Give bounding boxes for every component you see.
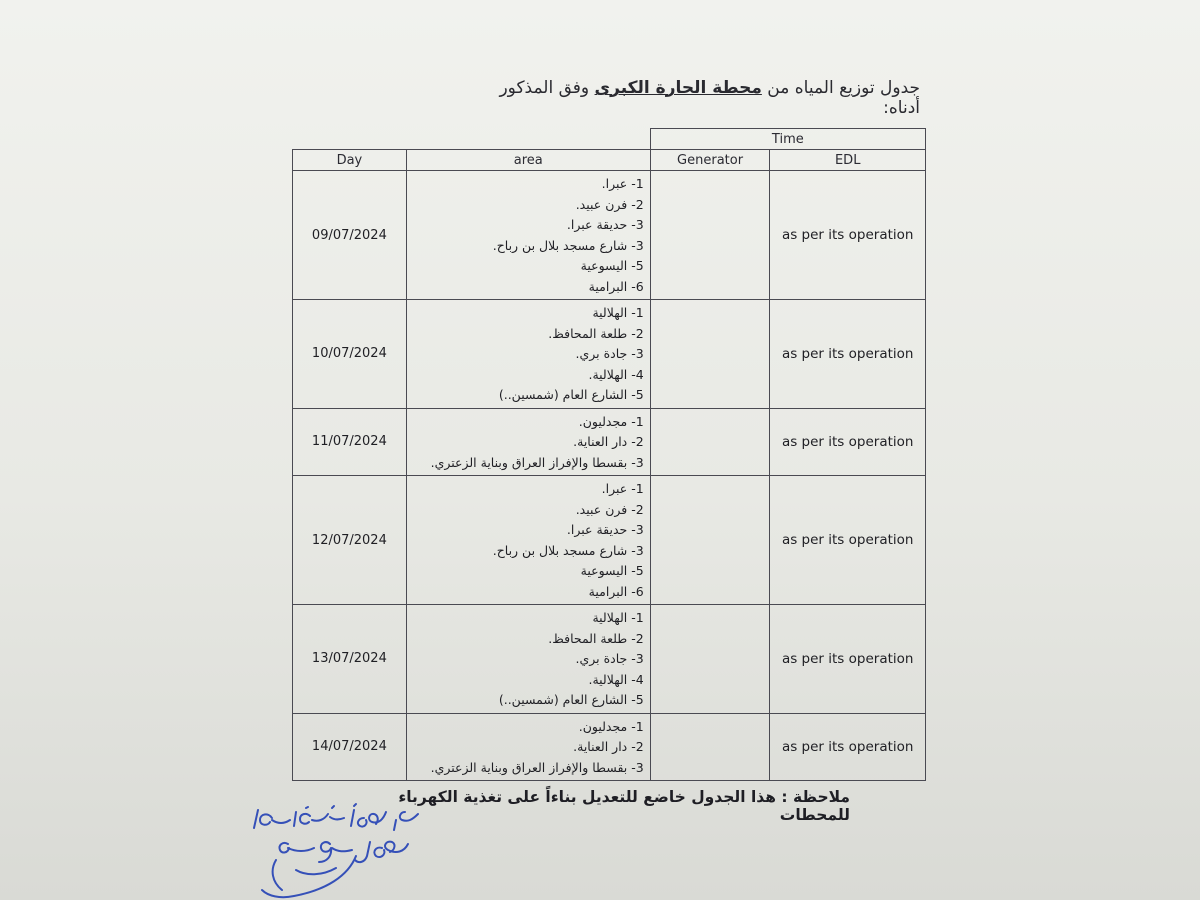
area-item: 5- الشارع العام (شمسين..) <box>498 692 644 707</box>
area-item: 3- جادة بري. <box>575 651 644 666</box>
header-edl: EDL <box>770 150 926 171</box>
day-cell: 11/07/2024 <box>293 408 407 476</box>
generator-cell <box>650 300 770 409</box>
heading-station-name: محطة الحارة الكبرى <box>594 78 762 98</box>
area-cell <box>406 300 650 409</box>
edl-cell: as per its operation <box>770 476 926 605</box>
area-item: 1- الهلالية <box>592 610 644 625</box>
header-generator: Generator <box>650 150 770 171</box>
document-heading <box>480 78 920 118</box>
area-item: 2- دار العناية. <box>573 434 644 449</box>
header-spacer <box>293 129 651 150</box>
distribution-schedule-table <box>292 128 926 781</box>
area-item: 6- البرامية <box>588 278 644 294</box>
table-row <box>293 605 926 714</box>
header-day: Day <box>293 150 407 171</box>
area-cell <box>406 408 650 476</box>
area-item: 1- مجدليون. <box>578 718 644 734</box>
handwritten-signature <box>236 800 436 900</box>
table-row <box>293 171 926 300</box>
area-item: 6- البرامية <box>588 583 644 599</box>
table-row <box>293 300 926 409</box>
area-item: 2- طلعة المحافظ. <box>548 630 644 646</box>
area-item: 4- الهلالية. <box>588 366 644 382</box>
area-item: 2- فرن عبيد. <box>575 196 644 212</box>
area-item: 3- بقسطا والإفراز العراق وبناية الزعتري. <box>430 454 644 470</box>
area-cell <box>406 171 650 300</box>
area-cell <box>406 713 650 781</box>
footnote: ملاحظة : هذا الجدول خاضع للتعديل بناءاً على تغذية الكهرباء للمحطات <box>398 788 850 824</box>
generator-cell <box>650 713 770 781</box>
area-item: 3- بقسطا والإفراز العراق وبناية الزعتري. <box>430 759 644 775</box>
area-item: 1- مجدليون. <box>578 413 644 429</box>
area-item: 1- عبرا. <box>601 481 644 496</box>
day-cell: 12/07/2024 <box>293 476 407 605</box>
day-cell: 09/07/2024 <box>293 171 407 300</box>
day-cell: 14/07/2024 <box>293 713 407 781</box>
table-row <box>293 476 926 605</box>
heading-prefix: جدول توزيع المياه من <box>767 78 920 98</box>
area-item: 2- دار العناية. <box>573 739 644 754</box>
generator-cell <box>650 605 770 714</box>
area-item: 3- شارع مسجد بلال بن رباح. <box>492 542 644 558</box>
area-item: 4- الهلالية. <box>588 671 644 687</box>
day-cell: 13/07/2024 <box>293 605 407 714</box>
edl-cell: as per its operation <box>770 171 926 300</box>
edl-cell: as per its operation <box>770 605 926 714</box>
heading-suffix: وفق المذكور أدناه: <box>499 78 920 118</box>
area-item: 3- جادة بري. <box>575 346 644 361</box>
area-item: 2- طلعة المحافظ. <box>548 325 644 341</box>
edl-cell: as per its operation <box>770 713 926 781</box>
area-item: 2- فرن عبيد. <box>575 501 644 517</box>
table-row <box>293 713 926 781</box>
area-item: 3- حديقة عبرا. <box>566 217 644 232</box>
area-item: 5- اليسوعية <box>580 258 644 273</box>
edl-cell: as per its operation <box>770 408 926 476</box>
generator-cell <box>650 171 770 300</box>
edl-cell: as per its operation <box>770 300 926 409</box>
area-item: 1- الهلالية <box>592 305 644 320</box>
area-item: 1- عبرا. <box>601 176 644 191</box>
area-cell <box>406 476 650 605</box>
area-item: 5- اليسوعية <box>580 563 644 578</box>
day-cell: 10/07/2024 <box>293 300 407 409</box>
area-item: 5- الشارع العام (شمسين..) <box>498 387 644 402</box>
area-cell <box>406 605 650 714</box>
generator-cell <box>650 476 770 605</box>
area-item: 3- حديقة عبرا. <box>566 522 644 537</box>
generator-cell <box>650 408 770 476</box>
table-row <box>293 408 926 476</box>
header-time: Time <box>650 129 925 150</box>
header-area: area <box>406 150 650 171</box>
area-item: 3- شارع مسجد بلال بن رباح. <box>492 237 644 253</box>
